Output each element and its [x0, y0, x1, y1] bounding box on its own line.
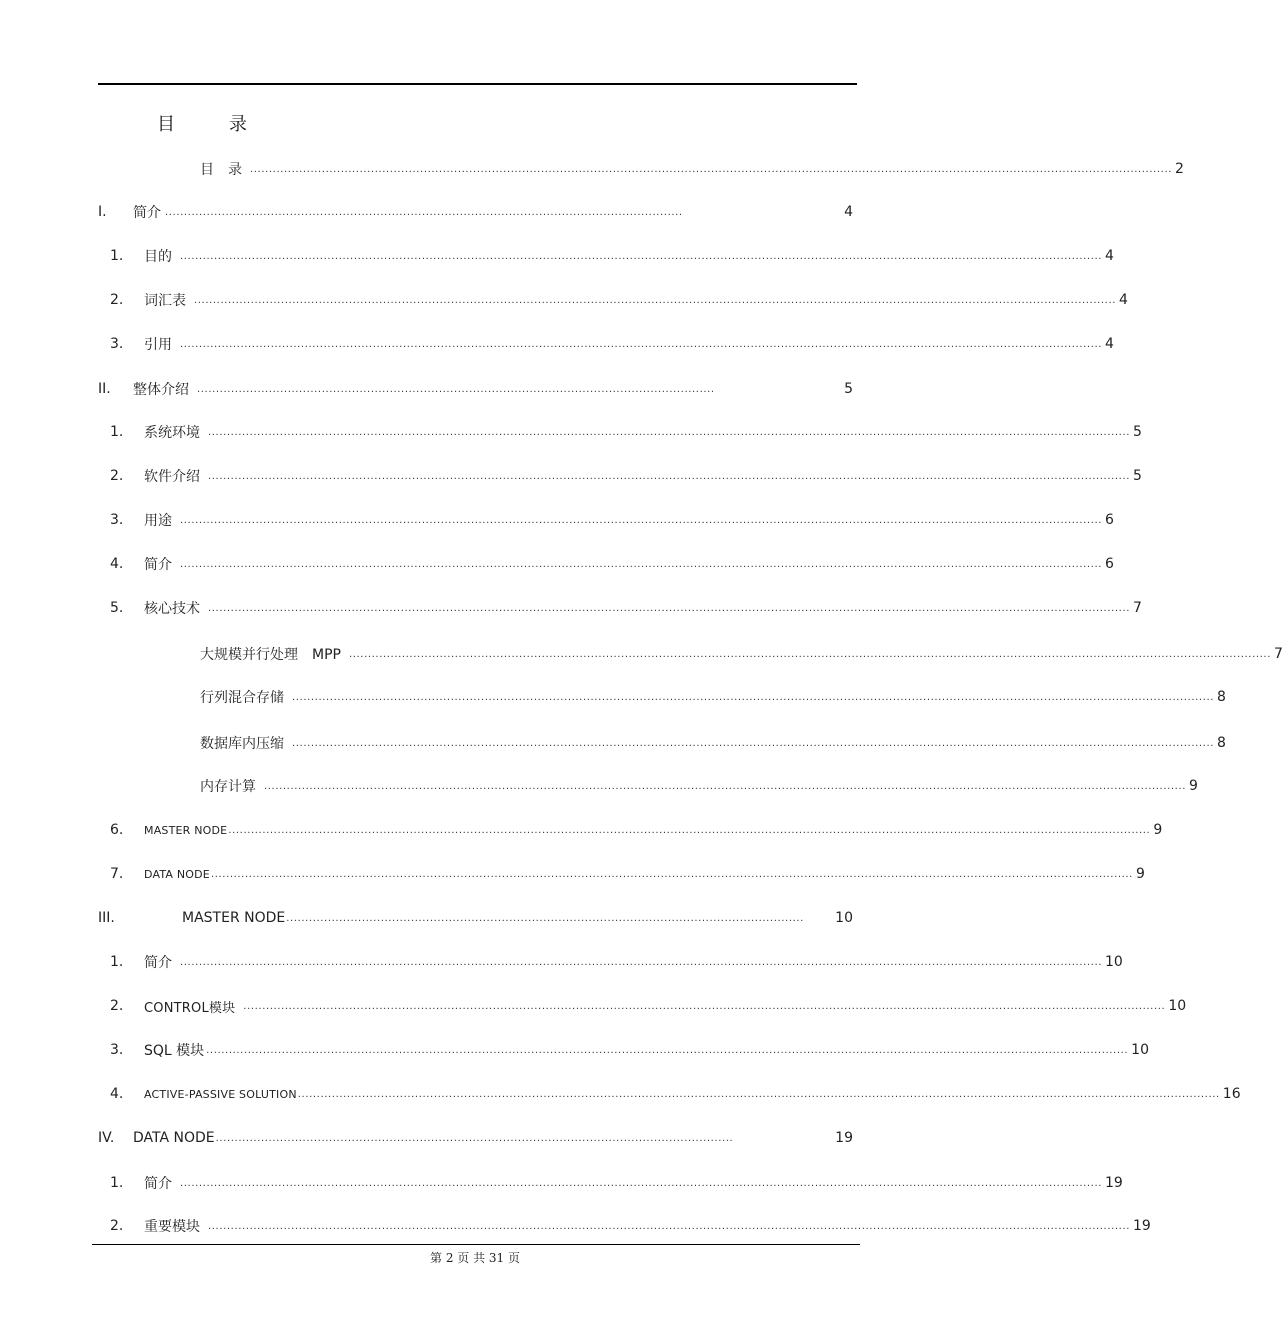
toc-entry-title: 数据库内压缩 [200, 736, 284, 752]
toc-entry-number: 4. [110, 1086, 124, 1102]
toc-entry-section[interactable] [110, 598, 1142, 618]
dot-leader: .................................................................................................................................................................................................................................................... [180, 956, 1103, 968]
toc-entry-title: 简介 [133, 205, 161, 221]
dot-leader: .................................................................................................................................................................................................................................................... [210, 868, 1133, 880]
toc-entry-number: 3. [110, 336, 124, 352]
toc-entry-subsection[interactable] [200, 776, 1198, 796]
toc-entry-title: MASTER NODE [144, 823, 228, 837]
toc-entry-section[interactable] [110, 554, 1114, 574]
toc-entry-chapter-1[interactable] [98, 202, 853, 222]
toc-entry-title: 重要模块 [144, 1219, 200, 1235]
toc-entry-title: 软件介绍 [144, 469, 200, 485]
toc-entry-title: 简介 [144, 955, 172, 971]
toc-entry-page: 10 [835, 910, 853, 926]
toc-entry-section[interactable] [110, 246, 1114, 266]
toc-entry-chapter-2[interactable] [98, 379, 853, 399]
dot-leader: .................................................................................................................................................................................................................................................... [250, 163, 1173, 175]
toc-entry-page: 10 [1131, 1042, 1149, 1058]
toc-entry-title: DATA NODE [144, 867, 210, 881]
toc-entry-page: 4 [844, 204, 853, 220]
toc-entry-title: 大规模并行处理 MPP [200, 647, 341, 663]
dot-leader: .................................................................................................................................................................................................................................................... [180, 514, 1103, 526]
toc-entry-title: 简介 [144, 557, 172, 573]
toc-entry-page: 4 [1105, 248, 1114, 264]
footer-rule [92, 1244, 860, 1245]
dot-leader: .................................................................................................................................................................................................................................................... [180, 1177, 1103, 1189]
dot-leader: .................................................................................................................................................................................................................................................... [292, 691, 1215, 703]
toc-entry-page: 7 [1273, 646, 1283, 662]
toc-entry-page: 9 [1135, 866, 1145, 882]
toc-entry-page: 4 [1105, 336, 1114, 352]
toc-entry-number: 6. [110, 822, 124, 838]
toc-entry-subsection[interactable] [200, 687, 1226, 707]
toc-entry-contents[interactable] [200, 159, 1184, 179]
dot-leader: .................................................................................................................................................................................................................................................... [180, 250, 1103, 262]
toc-entry-section[interactable] [110, 952, 1123, 972]
dot-leader: .................................................................................................................................................................................................................................................... [292, 737, 1215, 749]
toc-entry-page: 4 [1119, 292, 1128, 308]
toc-entry-chapter-3[interactable] [98, 908, 853, 928]
toc-entry-section[interactable] [110, 422, 1142, 442]
toc-entry-subsection[interactable] [200, 733, 1226, 753]
toc-entry-title: 系统环境 [144, 425, 200, 441]
toc-entry-page: 10 [1105, 954, 1123, 970]
toc-entry-page: 6 [1105, 512, 1114, 528]
toc-entry-title: 目的 [144, 249, 172, 265]
toc-entry-page: 5 [1133, 424, 1142, 440]
toc-entry-section[interactable] [110, 1173, 1123, 1193]
toc-entry-page: 10 [1168, 998, 1187, 1014]
toc-entry-number: 4. [110, 556, 124, 572]
header-rule [98, 83, 857, 85]
dot-leader: .................................................................................................................................................................................................................................................... [264, 780, 1187, 792]
toc-entry-page: 16 [1222, 1086, 1241, 1102]
toc-entry-title: 用途 [144, 513, 172, 529]
toc-entry-number: I. [98, 204, 107, 220]
dot-leader: .................................................................................................................................................................................................................................................... [194, 294, 1117, 306]
toc-entry-page: 19 [1105, 1175, 1123, 1191]
dot-leader: .................................................................................................................................................................................................................................................... [206, 1044, 1129, 1056]
dot-leader: .................................................................................................................................................................................................................................................... [208, 602, 1131, 614]
toc-entry-number: IV. [98, 1130, 115, 1146]
toc-entry-number: 7. [110, 866, 124, 882]
toc-entry-page: 5 [844, 381, 853, 397]
dot-leader: .................................................................................................................................................................................................................................................... [208, 426, 1131, 438]
dot-leader: .................................................................................................................................................................................................................................................... [208, 470, 1131, 482]
dot-leader: .................................................................................................................................................................................................................................................... [228, 824, 1151, 836]
toc-entry-title: 内存计算 [200, 779, 256, 795]
toc-entry-section[interactable] [110, 1084, 1241, 1104]
dot-leader: ......................................................................................................................................... [197, 383, 715, 395]
toc-entry-title: 核心技术 [144, 601, 200, 617]
toc-entry-number: 1. [110, 248, 124, 264]
toc-entry-page: 19 [835, 1130, 853, 1146]
toc-entry-number: III. [98, 910, 115, 926]
toc-entry-page: 2 [1175, 161, 1184, 177]
toc-entry-section[interactable] [110, 1040, 1149, 1060]
toc-entry-title: CONTROL模块 [144, 1000, 236, 1016]
toc-entry-title: DATA NODE [133, 1130, 215, 1146]
toc-entry-page: 19 [1133, 1218, 1151, 1234]
toc-entry-page: 9 [1153, 822, 1163, 838]
toc-entry-page: 9 [1189, 778, 1198, 794]
dot-leader: .................................................................................................................................................................................................................................................... [243, 1000, 1166, 1012]
toc-entry-number: 1. [110, 1175, 124, 1191]
dot-leader: ......................................................................................................................................... [215, 1132, 734, 1144]
toc-entry-section[interactable] [110, 510, 1114, 530]
dot-leader: .................................................................................................................................................................................................................................................... [208, 1220, 1131, 1232]
dot-leader: ......................................................................................................................................... [165, 206, 683, 218]
toc-entry-number: 3. [110, 1042, 124, 1058]
toc-entry-title: MASTER NODE [182, 910, 286, 926]
toc-entry-section[interactable] [110, 466, 1142, 486]
toc-entry-section[interactable] [110, 290, 1128, 310]
toc-entry-page: 6 [1105, 556, 1114, 572]
toc-entry-section[interactable] [110, 1216, 1151, 1236]
toc-entry-section[interactable] [110, 820, 1163, 840]
toc-entry-number: 1. [110, 424, 124, 440]
toc-entry-title: 简介 [144, 1176, 172, 1192]
toc-entry-number: II. [98, 381, 111, 397]
dot-leader: .................................................................................................................................................................................................................................................... [348, 648, 1271, 660]
toc-entry-page: 8 [1217, 689, 1226, 705]
toc-entry-number: 2. [110, 292, 124, 308]
toc-entry-number: 2. [110, 468, 124, 484]
toc-entry-section[interactable] [110, 864, 1145, 884]
toc-entry-number: 5. [110, 600, 124, 616]
toc-entry-title: 整体介绍 [133, 382, 189, 398]
page-footer: 第 2 页 共 31 页 [430, 1251, 520, 1265]
toc-entry-subsection[interactable] [200, 644, 1283, 664]
toc-heading: 目 录 [157, 114, 265, 135]
toc-entry-number: 3. [110, 512, 124, 528]
toc-entry-title: 引用 [144, 337, 172, 353]
toc-entry-number: 2. [110, 998, 124, 1014]
toc-entry-page: 8 [1217, 735, 1226, 751]
toc-entry-title: ACTIVE-PASSIVE SOLUTION [144, 1087, 297, 1101]
toc-entry-title: 词汇表 [144, 293, 186, 309]
toc-entry-section[interactable] [110, 334, 1114, 354]
toc-entry-section[interactable] [110, 996, 1187, 1016]
toc-entry-number: 2. [110, 1218, 124, 1234]
dot-leader: ......................................................................................................................................... [286, 912, 804, 924]
dot-leader: .................................................................................................................................................................................................................................................... [180, 338, 1103, 350]
toc-entry-title: 行列混合存储 [200, 690, 284, 706]
dot-leader: .................................................................................................................................................................................................................................................... [180, 558, 1103, 570]
toc-entry-page: 5 [1133, 468, 1142, 484]
toc-entry-page: 7 [1133, 600, 1142, 616]
toc-entry-title: 目 录 [200, 162, 242, 178]
toc-entry-title: SQL 模块 [144, 1043, 205, 1059]
toc-entry-chapter-4[interactable] [98, 1128, 853, 1148]
dot-leader: .................................................................................................................................................................................................................................................... [297, 1088, 1220, 1100]
toc-entry-number: 1. [110, 954, 124, 970]
